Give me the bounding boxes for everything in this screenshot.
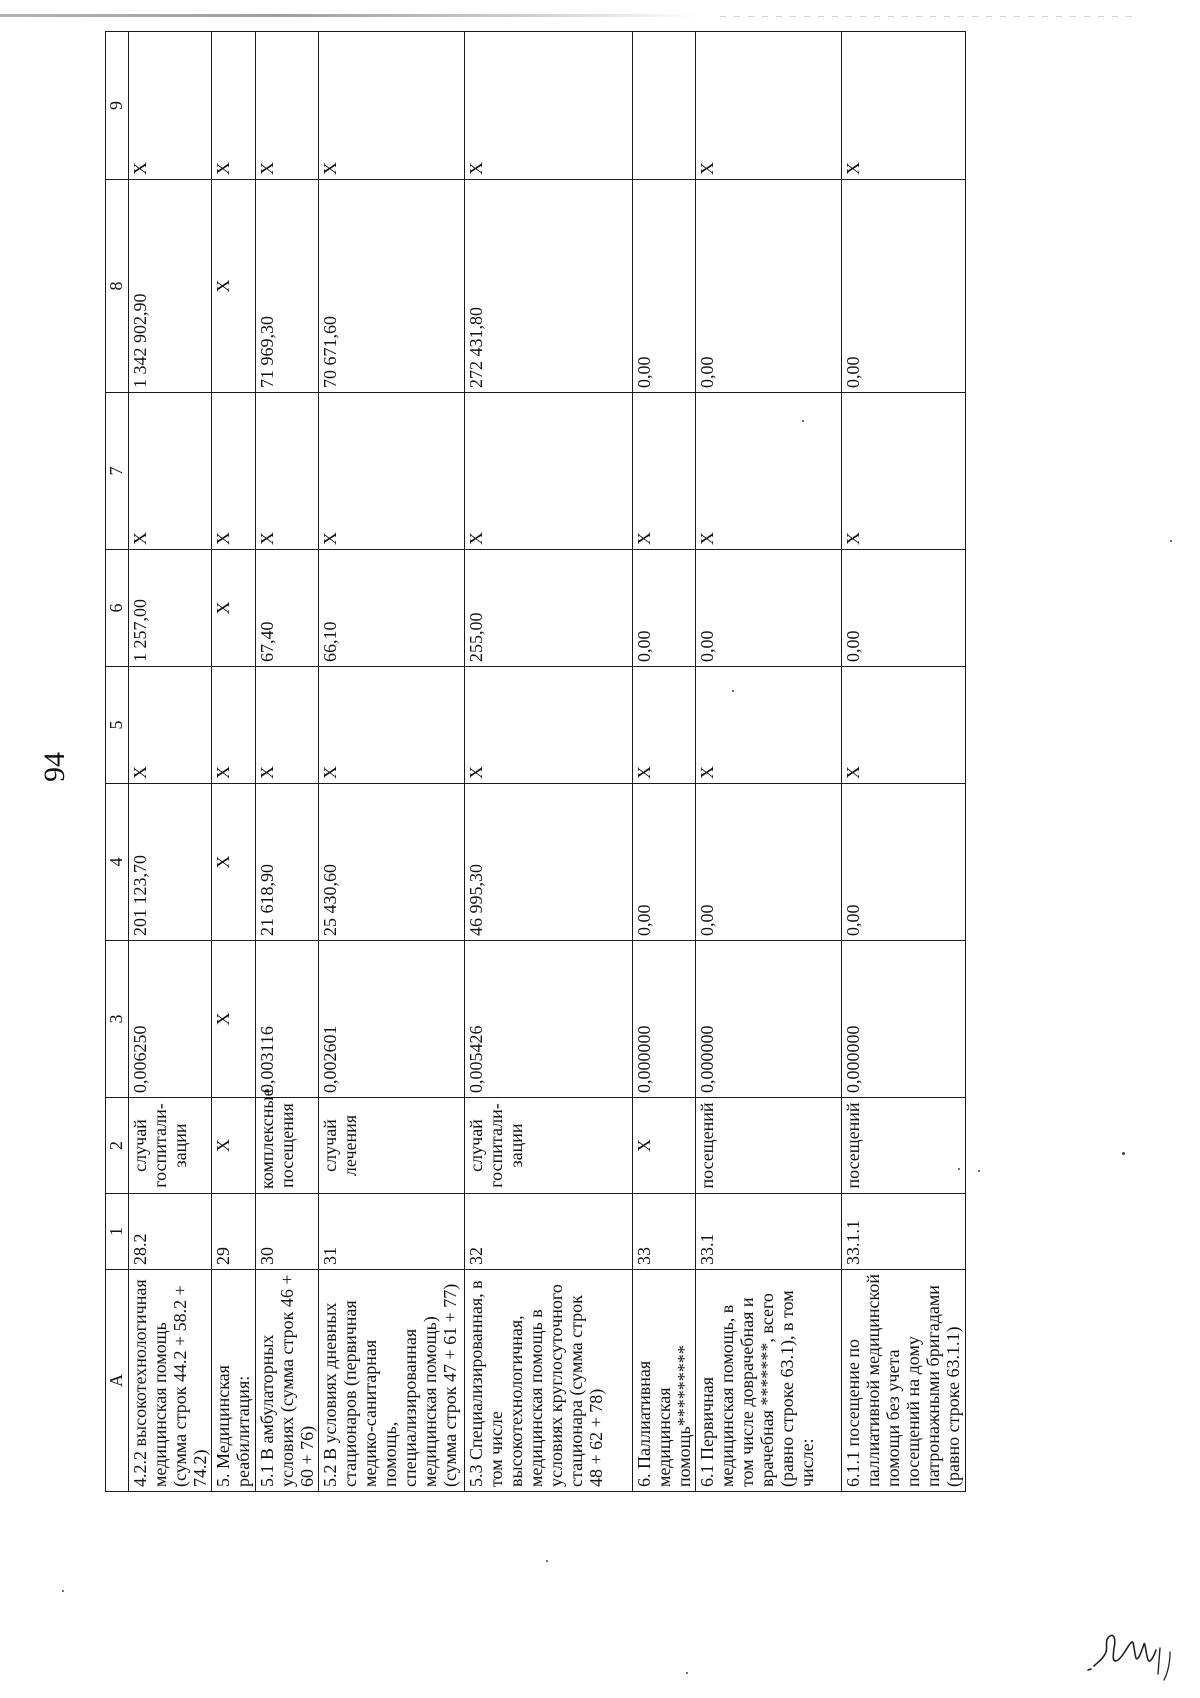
table-row [696,32,842,1492]
value-cell: X [212,180,256,393]
value-cell: X [256,393,319,550]
value-cell: 71 969,30 [256,180,319,393]
unit-cell: случай лечения [319,1098,465,1194]
value-cell: 0,003116 [256,941,319,1098]
table-row [256,32,319,1492]
scan-speck [978,1170,980,1172]
value-cell: 66,10 [319,550,465,667]
unit-cell: случай госпитали-зации [129,1098,212,1194]
header-row [106,32,129,1492]
row-code: 30 [256,1194,319,1270]
value-cell: X [465,32,633,180]
value-cell: 21 618,90 [256,784,319,941]
value-cell: 0,000000 [696,941,842,1098]
value-cell: 0,002601 [319,941,465,1098]
table-row [319,32,465,1492]
row-code: 29 [212,1194,256,1270]
value-cell: 272 431,80 [465,180,633,393]
unit-cell: X [633,1098,696,1194]
scan-speck [1170,540,1172,542]
unit-cell: посещений [842,1098,966,1194]
header-cell: 9 [106,32,129,180]
scan-speck [546,1560,548,1562]
row-code: 28.2 [129,1194,212,1270]
handwritten-signature [1084,1614,1180,1684]
value-cell: 25 430,60 [319,784,465,941]
value-cell: X [842,393,966,550]
value-cell: 0,00 [842,550,966,667]
value-cell: 201 123,70 [129,784,212,941]
value-cell: X [212,941,256,1098]
value-cell: 46 995,30 [465,784,633,941]
row-label: 5.1 В амбулаторных условиях (сумма строк 46 + 60 + 76) [256,1270,319,1492]
value-cell: X [212,550,256,667]
value-cell: 0,00 [842,784,966,941]
value-cell: 0,00 [696,784,842,941]
scan-speck [958,1168,960,1170]
value-cell: 70 671,60 [319,180,465,393]
header-cell: 8 [106,180,129,393]
row-code: 32 [465,1194,633,1270]
unit-cell: посещений [696,1098,842,1194]
page-number: 94 [38,752,71,782]
header-cell: 4 [106,784,129,941]
row-code: 31 [319,1194,465,1270]
value-cell: X [212,393,256,550]
header-cell: 3 [106,941,129,1098]
row-label: 5. Медицинская реабилитация: [212,1270,256,1492]
value-cell: X [256,667,319,784]
value-cell: X [465,393,633,550]
value-cell: 0,005426 [465,941,633,1098]
row-label: 6. Паллиативная медицинская помощь********* [633,1270,696,1492]
value-cell: X [129,32,212,180]
scan-speck [62,1590,64,1592]
value-cell: X [633,667,696,784]
value-cell: 0,00 [633,784,696,941]
value-cell: 1 342 902,90 [129,180,212,393]
value-cell: X [696,393,842,550]
value-cell: 0,00 [696,550,842,667]
row-label: 6.1.1 посещение по паллиативной медицинской помощи без учета посещений на дому патронажными бригадами (равно строке 63.1.1) [842,1270,966,1492]
table-row [842,32,966,1492]
table-row [633,32,696,1492]
value-cell: 1 257,00 [129,550,212,667]
value-cell: X [319,32,465,180]
header-cell: 1 [106,1194,129,1270]
value-cell: 0,006250 [129,941,212,1098]
header-cell: 2 [106,1098,129,1194]
header-cell: 7 [106,393,129,550]
value-cell: X [842,32,966,180]
rotated-table-wrapper [105,32,966,1492]
table-row [465,32,633,1492]
value-cell: X [256,32,319,180]
header-cell: A [106,1270,129,1492]
value-cell: X [129,667,212,784]
value-cell: X [696,667,842,784]
unit-cell: комплексные посещения [256,1098,319,1194]
value-cell: X [319,667,465,784]
table-row [129,32,212,1492]
value-cell [633,32,696,180]
row-code: 33.1.1 [842,1194,966,1270]
value-cell: 0,000000 [842,941,966,1098]
value-cell: X [465,667,633,784]
value-cell: 0,00 [633,180,696,393]
value-cell: 67,40 [256,550,319,667]
row-label: 4.2.2 высокотехнологичная медицинская помощь (сумма строк 44.2 + 58.2 + 74.2) [129,1270,212,1492]
row-label: 6.1 Первичная медицинская помощь, в том числе доврачебная и врачебная *******, всего (равно строке 63.1), в том числе: [696,1270,842,1492]
unit-cell: X [212,1098,256,1194]
scan-speck [802,420,804,422]
header-cell: 5 [106,667,129,784]
unit-cell: случай госпитали-зации [465,1098,633,1194]
row-code: 33 [633,1194,696,1270]
value-cell: 0,00 [633,550,696,667]
value-cell: 0,000000 [633,941,696,1098]
scan-speck [1122,1152,1125,1155]
header-cell: 6 [106,550,129,667]
value-cell: X [129,393,212,550]
value-cell: X [212,667,256,784]
scan-speck [686,1672,688,1674]
value-cell: X [842,667,966,784]
value-cell: X [319,393,465,550]
row-label: 5.3 Специализированная, в том числе высокотехнологичная, медицинская помощь в условиях круглосуточного стационара (сумма строк 48 + 62 + 78) [465,1270,633,1492]
value-cell: X [212,784,256,941]
scan-speck [732,690,734,692]
table-row [212,32,256,1492]
data-table [105,31,966,1492]
scan-top-edge [0,14,700,17]
value-cell: 255,00 [465,550,633,667]
value-cell: X [212,32,256,180]
scan-top-edge-dashes [720,16,1140,17]
value-cell: X [696,32,842,180]
value-cell: X [633,393,696,550]
value-cell: 0,00 [696,180,842,393]
value-cell: 0,00 [842,180,966,393]
row-label: 5.2 В условиях дневных стационаров (первичная медико-санитарная помощь, специализированная медицинская помощь) (сумма строк 47 + 61 + 77) [319,1270,465,1492]
row-code: 33.1 [696,1194,842,1270]
